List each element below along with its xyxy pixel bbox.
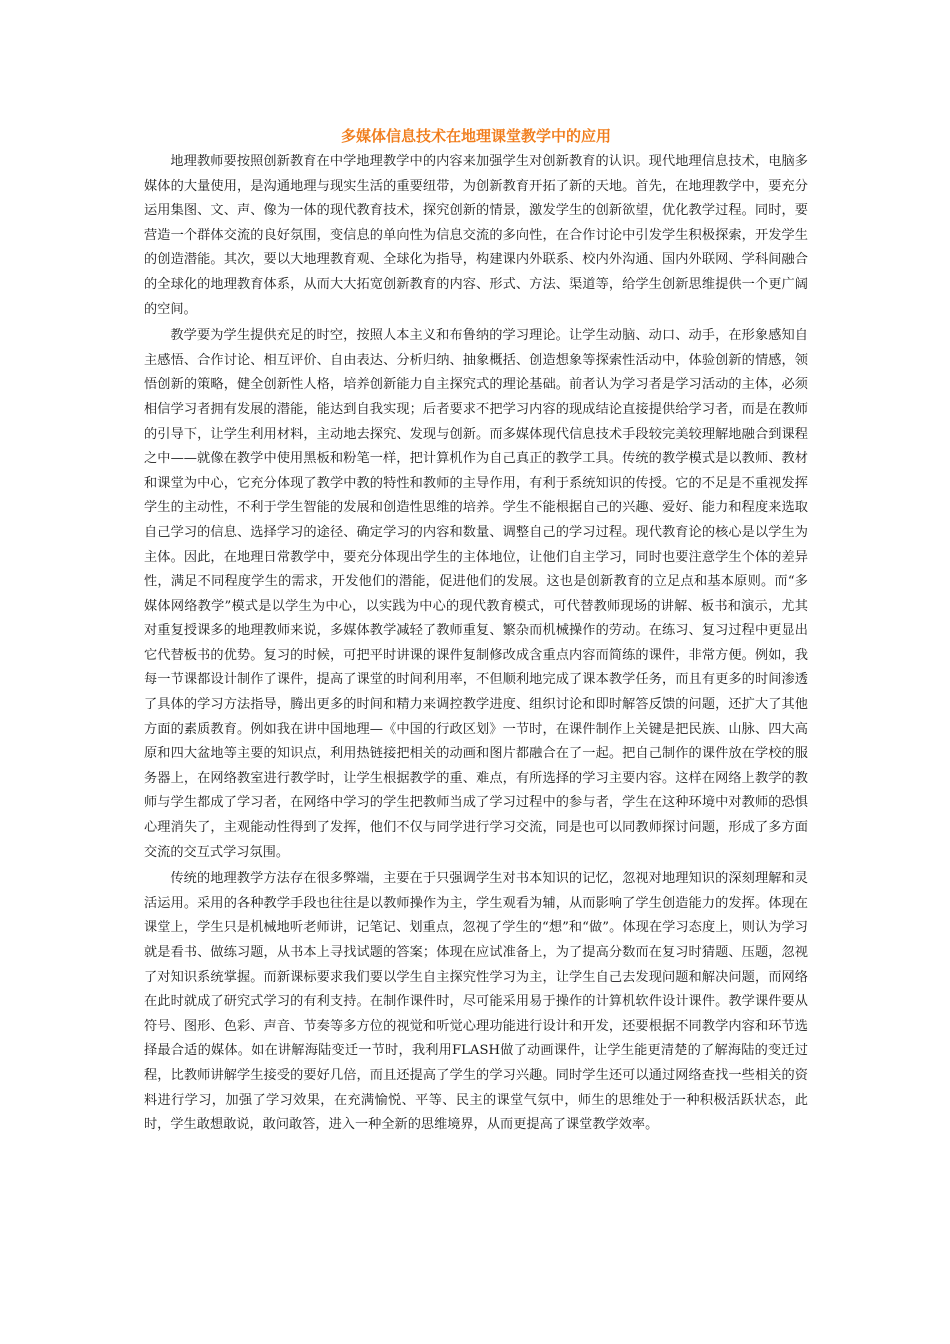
document-title: 多媒体信息技术在地理课堂教学中的应用 [340,127,611,145]
paragraph-1: 地理教师要按照创新教育在中学地理教学中的内容来加强学生对创新教育的认识。现代地理信息技术，电脑多媒体的大量使用，是沟通地理与现实生活的重要纽带，为创新教育开拓了新的天地。首先，在地理教学中，要充分运用集图、文、声、像为一体的现代教育技术，探究创新的情景，激发学生的创新欲望，优化教学过程。同时，要营造一个群体交流的良好氛围，变信息的单向性为信息交流的多向性，在合作讨论中引发学生积极探索，开发学生的创造潜能。其次，要以大地理教育观、全球化为指导，构建课内外联系、校内外沟通、国内外联网、学科间融合的全球化的地理教育体系，从而大大拓宽创新教育的内容、形式、方法、渠道等，给学生创新思维提供一个更广阔的空间。 [144,154,808,317]
paragraph-2: 教学要为学生提供充足的时空，按照人本主义和布鲁纳的学习理论。让学生动脑、动口、动手，在形象感知自主感悟、合作讨论、相互评价、自由表达、分析归纳、抽象概括、创造想象等探索性活动中，体验创新的情感，领悟创新的策略，健全创新性人格，培养创新能力自主探究式的理论基础。前者认为学习者是学习活动的主体，必须相信学习者拥有发展的潜能，能达到自我实现；后者要求不把学习内容的现成结论直接提供给学习者，而是在教师的引导下，让学生利用材料，主动地去探究、发现与创新。而多媒体现代信息技术手段较完美较理解地融合到课程之中——就像在教学中使用黑板和粉笔一样，把计算机作为自己真正的教学工具。传统的教学模式是以教师、教材和课堂为中心，它充分体现了教学中教的特性和教师的主导作用，有利于系统知识的传授。它的不足是不重视发挥学生的主动性，不利于学生智能的发展和创造性思维的培养。学生不能根据自己的兴趣、爱好、能力和程度来选取自己学习的信息、选择学习的途径、确定学习的内容和数量、调整自己的学习过程。现代教育论的核心是以学生为主体。因此，在地理日常教学中，要充分体现出学生的主体地位，让他们自主学习，同时也要注意学生个体的差异性，满足不同程度学生的需求，开发他们的潜能，促进他们的发展。这也是创新教育的立足点和基本原则。而“多媒体网络教学”模式是以学生为中心，以实践为中心的现代教育模式，可代替教师现场的讲解、板书和演示，尤其对重复授课多的地理教师来说，多媒体教学减轻了教师重复、繁杂而机械操作的劳动。在练习、复习过程中更显出它代替板书的优势。复习的时候，可把平时讲课的课件复制修改成含重点内容而简练的课件，非常方便。例如，我每一节课都设计制作了课件，提高了课堂的时间利用率，不但顺利地完成了课本教学任务，而且有更多的时间渗透了具体的学习方法指导，腾出更多的时间和精力来调控教学进度、组织讨论和即时解答反馈的问题，还扩大了其他方面的素质教育。例如我在讲中国地理—《中国的行政区划》一节时，在课件制作上关键是把民族、山脉、四大高原和四大盆地等主要的知识点，利用热链接把相关的动画和图片都融合在了一起。把自己制作的课件放在学校的服务器上，在网络教室进行教学时，让学生根据教学的重、难点，有所选择的学习主要内容。这样在网络上教学的教师与学生都成了学习者，在网络中学习的学生把教师当成了学习过程中的参与者，学生在这种环境中对教师的恐惧心理消失了，主观能动性得到了发挥，他们不仅与同学进行学习交流，同是也可以同教师探讨问题，形成了多方面交流的交互式学习氛围。 [144,328,808,860]
paragraph-3: 传统的地理教学方法存在很多弊端，主要在于只强调学生对书本知识的记忆，忽视对地理知识的深刻理解和灵活运用。采用的各种教学手段也往往是以教师操作为主，学生观看为辅，从而影响了学生创造能力的发挥。体现在课堂上，学生只是机械地听老师讲，记笔记、划重点，忽视了学生的“想”和“做”。体现在学习态度上，则认为学习就是看书、做练习题，从书本上寻找试题的答案；体现在应试准备上，为了提高分数而在复习时猜题、压题，忽视了对知识系统掌握。而新课标要求我们要以学生自主探究性学习为主，让学生自己去发现问题和解决问题，而网络在此时就成了研究式学习的有利支持。在制作课件时，尽可能采用易于操作的计算机软件设计课件。教学课件要从符号、图形、色彩、声音、节奏等多方位的视觉和听觉心理功能进行设计和开发，还要根据不同教学内容和环节选择最合适的媒体。如在讲解海陆变迁一节时，我利用FLASH做了动画课件，让学生能更清楚的了解海陆的变迁过程，比教师讲解学生接受的要好几倍，而且还提高了学生的学习兴趣。同时学生还可以通过网络查找一些相关的资料进行学习，加强了学习效果，在充满愉悦、平等、民主的课堂气氛中，师生的思维处于一种积极活跃状态，此时，学生敢想敢说，敢问敢答，进入一种全新的思维境界，从而更提高了课堂教学效率。 [144,871,808,1133]
document-page [144,124,808,1140]
